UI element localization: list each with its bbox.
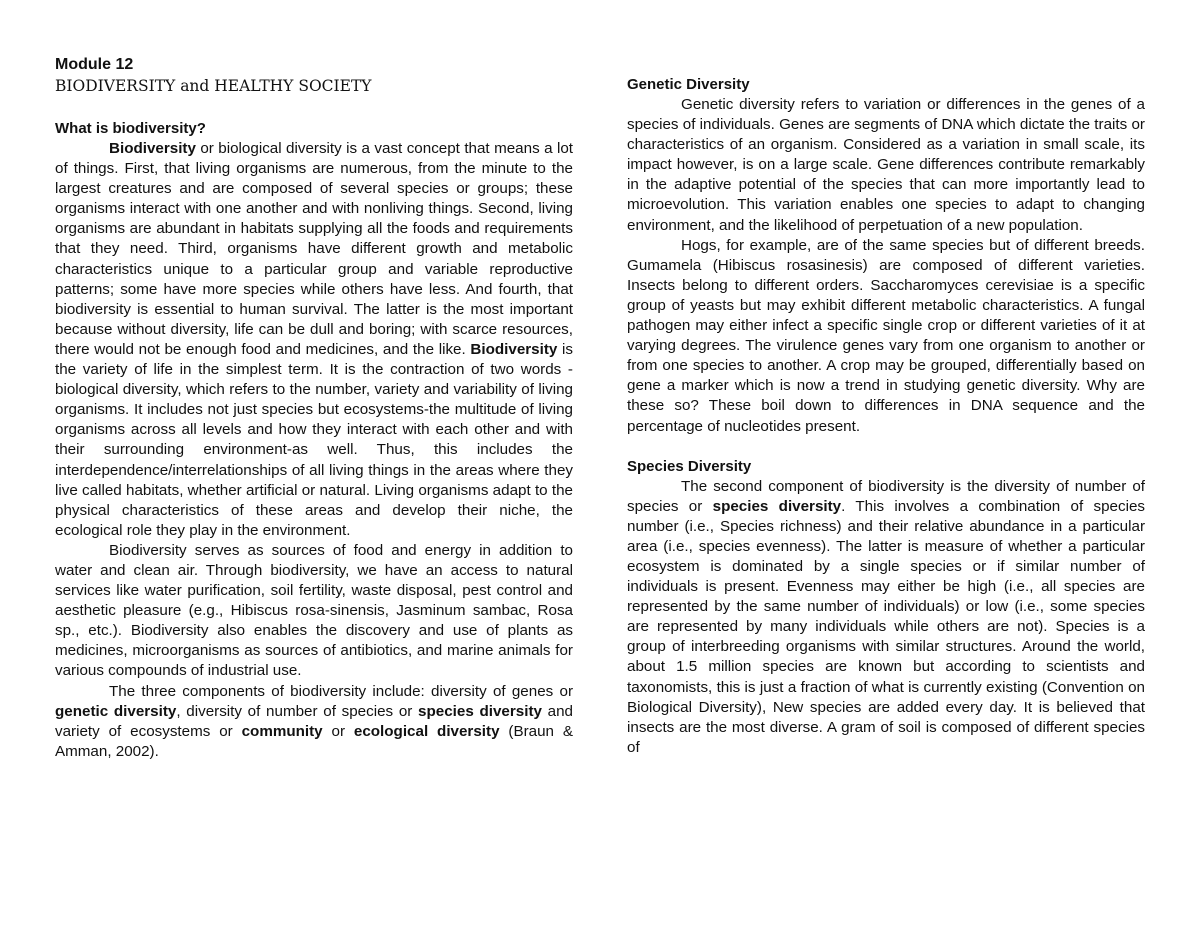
text-run: The three components of biodiversity include: diversity of genes or [109, 682, 573, 700]
text-run: , diversity of number of species or [176, 702, 419, 720]
text-run: Genetic diversity refers to variation or differences in the genes of a species of individuals. Genes are segments of DNA which dictate the traits or characteristics of an organism. Considered as a variation in small scale, its impact however, is on a large scale. Gene differences contribute remarkably in the adaptive potential of the species that can more importantly lead to microevolution. This variation enables one species to adapt to changing environment, and the likelihood of perpetuation of a new population. [627, 96, 1145, 234]
text-run: . This involves a combination of species number (i.e., Species richness) and their relative abundance in a particular area (i.e., species evenness). The latter is measure of whether a particular ecosystem is dominated by a single species or if similar number of individuals is present. Evenness may either be high (i.e., all species are represented by the same number of individuals) or low (i.e., some species are represented by many individuals while others are not). Species is a group of interbreeding organisms with similar structures. Around the world, about 1.5 million species are known but according to scientists and taxonomists, this is just a fraction of what is currently existing (Convention on Biological Diversity), New species are added every day. It is believed that insects are the most diverse. A gram of soil is composed of different species of [627, 497, 1145, 756]
text-run: or biological diversity is a vast concept that means a lot of things. First, that living organisms are numerous, from the minute to the largest creatures and are composed of several species or groups; these organisms interact with one another and with nonliving things. Second, living organisms are abundant in habitats supplying all the foods and requirements that they need. Third, organisms have different growth and metabolic characteristics unique to a particular group and variable reproductive patterns; some have more species while others have less. And fourth, that biodiversity is essential to human survival. The latter is the most important because without diversity, life can be dull and boring; with scarce resources, there would not be enough food and medicines, and the like. [55, 140, 573, 358]
bold-term: species diversity [418, 702, 542, 720]
paragraph-species-diversity [627, 477, 1145, 758]
paragraph-genetic-diversity-definition [627, 95, 1145, 236]
section-heading-genetic-diversity: Genetic Diversity [627, 76, 750, 93]
paragraph-three-components [55, 682, 573, 762]
right-column [627, 75, 1145, 758]
bold-term: community [241, 722, 323, 740]
bold-term: Biodiversity [109, 140, 196, 157]
section-heading-species-diversity: Species Diversity [627, 457, 752, 475]
paragraph-genetic-diversity-examples [627, 236, 1145, 437]
bold-term: species diversity [712, 497, 842, 515]
text-run: The second component of biodiversity is the diversity of number of species or [627, 477, 1145, 515]
section-gap [627, 437, 1145, 457]
bold-term: ecological diversity [353, 722, 500, 740]
bold-term: genetic diversity [55, 702, 177, 720]
text-run: Biodiversity serves as sources of food and energy in addition to water and clean air. Through biodiversity, we have an access to natural services like water purification, soil fertility, waste disposal, pest control and aesthetic pleasure (e.g., Hibiscus rosa-sinensis, Jasminum sambac, Rosa sp., etc.). Biodiversity also enables the discovery and use of plants as medicines, microorganisms as sources of antibiotics, and marine animals for various compounds of industrial use. [55, 541, 573, 680]
section-heading-what-is-biodiversity: What is biodiversity? [55, 120, 206, 137]
text-run: is the variety of life in the simplest term. It is the contraction of two words - biological diversity, which refers to the number, variety and variability of living organisms. It includes not just species but ecosystems-the multitude of living organisms across all levels and how they interact with each other and with their surrounding environment-as well. Thus, this includes the interdependence/interrelationships of all living things in the areas where they live called habitats, whether artificial or natural. Living organisms adapt to the physical characteristics of these areas and develop their niche, the ecological role they play in the environment. [55, 340, 574, 539]
text-run: and variety of ecosystems or [55, 702, 573, 740]
paragraph-biodiversity-services [55, 541, 573, 682]
text-run: Hogs, for example, are of the same species but of different breeds. Gumamela (Hibiscus rosasinesis) are composed of different varieties. Insects belong to different orders. Saccharomyces cerevisiae is a specific group of yeasts but may exhibit different metabolic characteristics. A fungal pathogen may either infect a specific single crop or different varieties of it at varying degrees. The virulence genes vary from one organism to another or from one species to another. A crop may be grouped, differentially based on gene a marker which is now a trend in studying genetic diversity. Why are these so? These boil down to differences in DNA sequence and the percentage of nucleotides present. [627, 236, 1145, 435]
text-run: or [322, 722, 354, 740]
module-number: Module 12 [55, 56, 134, 73]
paragraph-biodiversity-definition [55, 139, 573, 541]
text-run: (Braun & Amman, 2002). [55, 722, 574, 760]
bold-term: Biodiversity [470, 340, 558, 358]
module-title: BIODIVERSITY and HEALTHY SOCIETY [55, 77, 372, 95]
left-column [55, 55, 573, 762]
